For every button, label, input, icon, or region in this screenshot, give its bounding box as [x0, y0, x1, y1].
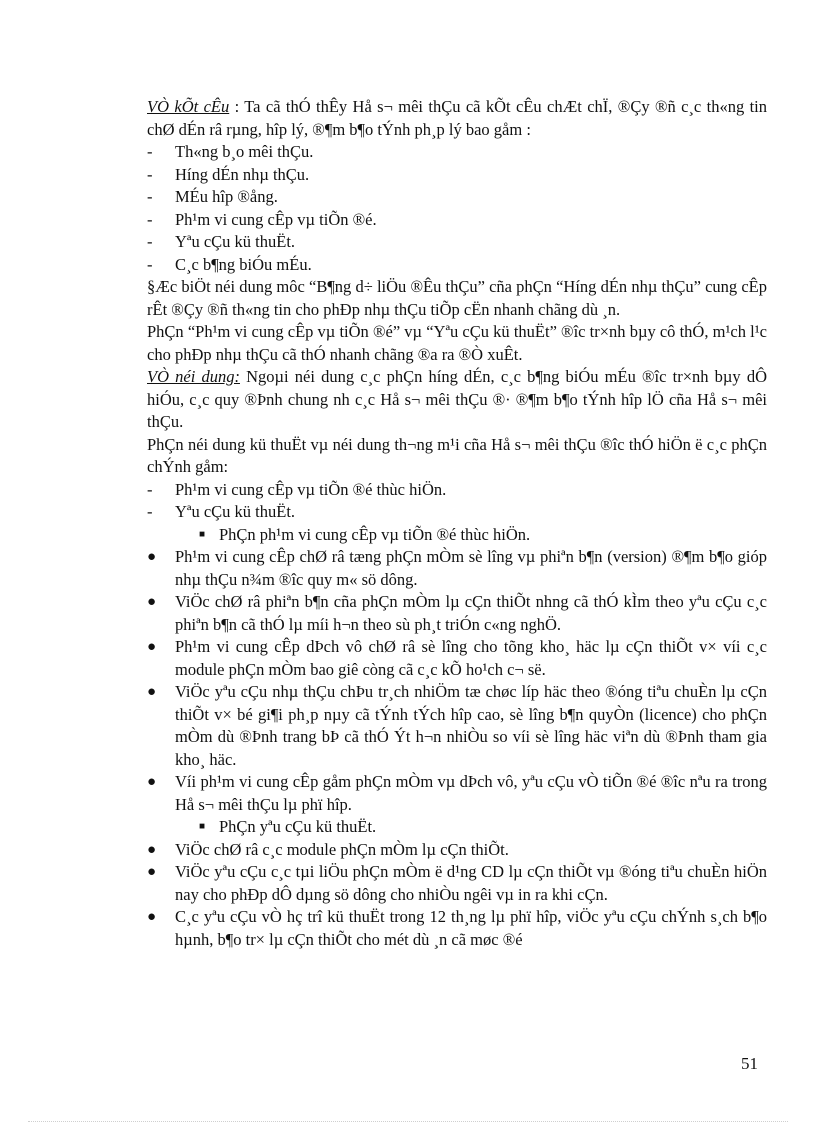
- list-item: ● ViÖc yªu cÇu nhµ thÇu chÞu tr¸ch nhiÖm tæ chøc líp häc theo ®óng tiªu chuÈn lµ cÇn thiÕt v× bé gi¶i ph¸p nµy cã tÝnh tÝch hîp cao, sè lîng b¶n quyÒn (licence) cho phÇn mÒm dù ®Þnh trang bÞ cã thÓ Ýt h¬n nhiÒu so víi sè lîng häc viªn dù ®Þnh tham gia kho¸ häc.: [147, 681, 767, 771]
- round-bullet-icon: ●: [147, 594, 157, 610]
- dash-list-components: [147, 141, 767, 276]
- list-item: ● Ph¹m vi cung cÊp dÞch vô chØ râ sè lîng cho tõng kho¸ häc lµ cÇn thiÕt v× víi c¸c module phÇn mÒm bao giê còng cã c¸c kÕ ho¹ch c¬ së.: [147, 636, 767, 681]
- list-item: ● C¸c yªu cÇu vÒ hç trî kü thuËt trong 12 th¸ng lµ phï hîp, viÖc yªu cÇu chÝnh s¸ch b¶o hµnh, b¶o tr× lµ cÇn thiÕt cho mét dù ¸n cã møc ®é: [147, 906, 767, 951]
- dash-icon: -: [147, 479, 153, 499]
- bullet-list-technical: [147, 839, 767, 952]
- round-bullet-icon: ●: [147, 774, 157, 790]
- round-bullet-icon: ●: [147, 841, 157, 858]
- structure-label: VÒ kÕt cÊu: [147, 97, 230, 116]
- dash-icon: -: [147, 164, 153, 184]
- list-item: ● Ph¹m vi cung cÊp chØ râ tæng phÇn mÒm sè lîng vµ phiªn b¶n (version) ®¶m b¶o gióp nhµ thÇu n¾m ®îc quy m« sö dông.: [147, 546, 767, 591]
- list-item: - Híng dÉn nhµ thÇu.: [147, 164, 767, 187]
- round-bullet-icon: ●: [147, 864, 157, 880]
- list-item: - Ph¹m vi cung cÊp vµ tiÕn ®é.: [147, 209, 767, 232]
- page-number: 51: [741, 1054, 758, 1073]
- content-paragraph: [147, 366, 767, 434]
- square-bullet-icon: ■: [199, 821, 206, 832]
- paragraph-bid-data: §Æc biÖt néi dung môc “B¶ng d÷ liÖu ®Êu thÇu” cña phÇn “Híng dÉn nhµ thÇu” cung cÊp rÊt ®Çy ®ñ th«ng tin cho phÐp nhµ thÇu tiÕp cËn nhanh chãng dù ¸n.: [147, 277, 767, 319]
- content-text: Ngoµi néi dung c¸c phÇn híng dÉn, c¸c b¶ng biÓu mÉu ®îc tr×nh bµy dÔ hiÓu, c¸c quy ®Þnh chung nh c¸c Hå s¬ mêi thÇu ®· ®¶m b¶o tÝnh hîp lÖ cña Hå s¬ mêi thÇu.: [147, 367, 767, 431]
- dash-list-main-parts: [147, 479, 767, 524]
- page-bottom-divider: [28, 1121, 788, 1122]
- list-item: - Yªu cÇu kü thuËt.: [147, 501, 767, 524]
- dash-icon: -: [147, 254, 153, 274]
- dash-icon: -: [147, 209, 153, 229]
- structure-text: : Ta cã thÓ thÊy Hå s¬ mêi thÇu cã kÕt cÊu chÆt chÏ, ®Çy ®ñ c¸c th«ng tin chØ dÉn râ rµng, hîp lý, ®¶m b¶o tÝnh ph¸p lý bao gåm :: [147, 97, 767, 139]
- list-item: ● ViÖc chØ râ c¸c module phÇn mÒm lµ cÇn thiÕt.: [147, 839, 767, 862]
- round-bullet-icon: ●: [147, 549, 157, 565]
- bullet-list-scope: [147, 546, 767, 816]
- list-item: ● Víi ph¹m vi cung cÊp gåm phÇn mÒm vµ dÞch vô, yªu cÇu vÒ tiÕn ®é ®îc nªu ra trong Hå s¬ mêi thÇu lµ phï hîp.: [147, 771, 767, 816]
- round-bullet-icon: ●: [147, 684, 157, 700]
- page-body: [147, 96, 767, 951]
- dash-icon: -: [147, 502, 153, 521]
- round-bullet-icon: ●: [147, 639, 157, 655]
- list-item: - C¸c b¶ng biÓu mÉu.: [147, 254, 767, 277]
- list-item: - Yªu cÇu kü thuËt.: [147, 231, 767, 254]
- dash-icon: -: [147, 232, 153, 251]
- list-item: ● ViÖc yªu cÇu c¸c tµi liÖu phÇn mÒm ë d¹ng CD lµ cÇn thiÕt vµ ®óng tiªu chuÈn hiÖn nay cho phÐp dÔ dµng sö dông cho nhiÒu ngêi vµ in ra khi cÇn.: [147, 861, 767, 906]
- subheading-scope: ■ PhÇn ph¹m vi cung cÊp vµ tiÕn ®é thùc hiÖn.: [147, 524, 767, 547]
- paragraph-scope-requirements: PhÇn “Ph¹m vi cung cÊp vµ tiÕn ®é” vµ “Yªu cÇu kü thuËt” ®îc tr×nh bµy cô thÓ, m¹ch l¹c cho phÐp nhµ thÇu cã thÓ nhanh chãng ®a ra ®Ò xuÊt.: [147, 322, 767, 364]
- intro-paragraph: [147, 96, 767, 141]
- round-bullet-icon: ●: [147, 909, 157, 925]
- list-item: - MÉu hîp ®ång.: [147, 186, 767, 209]
- dash-icon: -: [147, 142, 153, 161]
- paragraph-technical-content: PhÇn néi dung kü thuËt vµ néi dung th¬ng m¹i cña Hå s¬ mêi thÇu ®îc thÓ hiÖn ë c¸c phÇn chÝnh gåm:: [147, 434, 767, 476]
- dash-icon: -: [147, 187, 153, 206]
- list-item: - Th«ng b¸o mêi thÇu.: [147, 141, 767, 164]
- list-item: ● ViÖc chØ râ phiªn b¶n cña phÇn mÒm lµ cÇn thiÕt nhng cã thÓ kÌm theo yªu cÇu c¸c phiªn b¶n cã thÓ lµ míi h¬n theo sù ph¸t triÓn c«ng nghÖ.: [147, 591, 767, 636]
- square-bullet-icon: ■: [199, 528, 206, 540]
- content-label: VÒ néi dung:: [147, 367, 240, 386]
- subheading-technical: ■ PhÇn yªu cÇu kü thuËt.: [147, 816, 767, 839]
- list-item: - Ph¹m vi cung cÊp vµ tiÕn ®é thùc hiÖn.: [147, 479, 767, 502]
